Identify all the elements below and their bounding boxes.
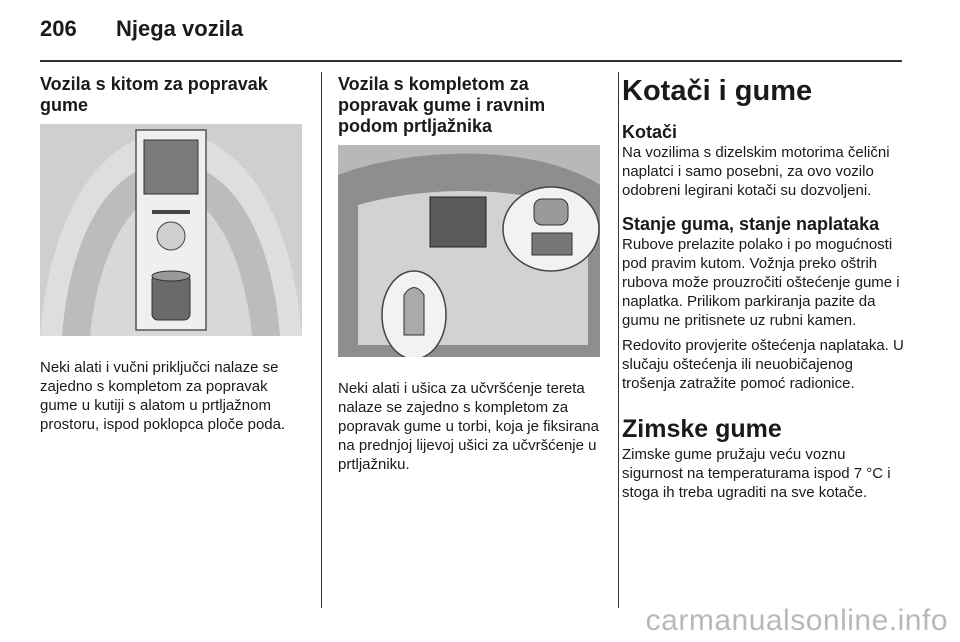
col1-heading: Vozila s kitom za popravak gume xyxy=(40,74,268,115)
col2-paragraph: Neki alati i ušica za učvršćenje tereta nalaze se zajedno s kompletom za popravak gume u torbi, koja je fiksirana na prednjoj lijevoj ušici za učvršćenje u prtljažniku. xyxy=(338,380,599,473)
tyre-repair-bag-on-trunk-eyelet-icon xyxy=(338,145,600,357)
page-number: 206 xyxy=(40,16,77,41)
column-2 xyxy=(338,70,606,480)
heading-winter-tyres: Zimske gume xyxy=(622,415,782,443)
wheels-paragraph: Na vozilima s dizelskim motorima čelični naplatci i samo posebni, za ovo vozilo odobreni legirani kotači su dozvoljeni. xyxy=(622,144,890,199)
col2-heading: Vozila s kompletom za popravak gume i ravnim podom prtljažnika xyxy=(338,74,546,136)
column-1 xyxy=(40,70,308,440)
header-rule xyxy=(40,60,902,62)
col1-paragraph: Neki alati i vučni priključci nalaze se zajedno s kompletom za popravak gume u kutiji s alatom u prtljažnom prostoru, ispod poklopca ploče poda. xyxy=(40,359,286,433)
page-header xyxy=(40,16,243,42)
section-heading: Kotači i gume xyxy=(622,75,813,107)
tyre-condition-paragraph: Rubove prelazite polako i po mogućnosti pod pravim kutom. Vožnja preko oštrih rubova može prouzročiti oštećenje gume i naplatka. Prilikom parkiranja pazite da gumu ne pritisnete uz rubni kamen. xyxy=(622,236,900,329)
column-divider-1 xyxy=(321,72,322,608)
rim-check-paragraph: Redovito provjerite oštećenja naplataka. U slučaju oštećenja ili neuobičajenog trošenja zatražite pomoć radionice. xyxy=(622,337,904,392)
winter-tyres-paragraph: Zimske gume pružaju veću voznu sigurnost na temperaturama ispod 7 °C i stoga ih treba ugraditi na sve kotače. xyxy=(622,446,891,501)
column-divider-2 xyxy=(618,72,619,608)
column-3 xyxy=(622,70,910,508)
watermark: carmanualsonline.info xyxy=(645,604,948,637)
tyre-repair-kit-in-trunk-icon xyxy=(40,124,302,336)
subheading-wheels: Kotači xyxy=(622,122,678,142)
section-title: Njega vozila xyxy=(116,16,244,41)
subheading-tyre-condition: Stanje guma, stanje naplataka xyxy=(622,214,880,234)
